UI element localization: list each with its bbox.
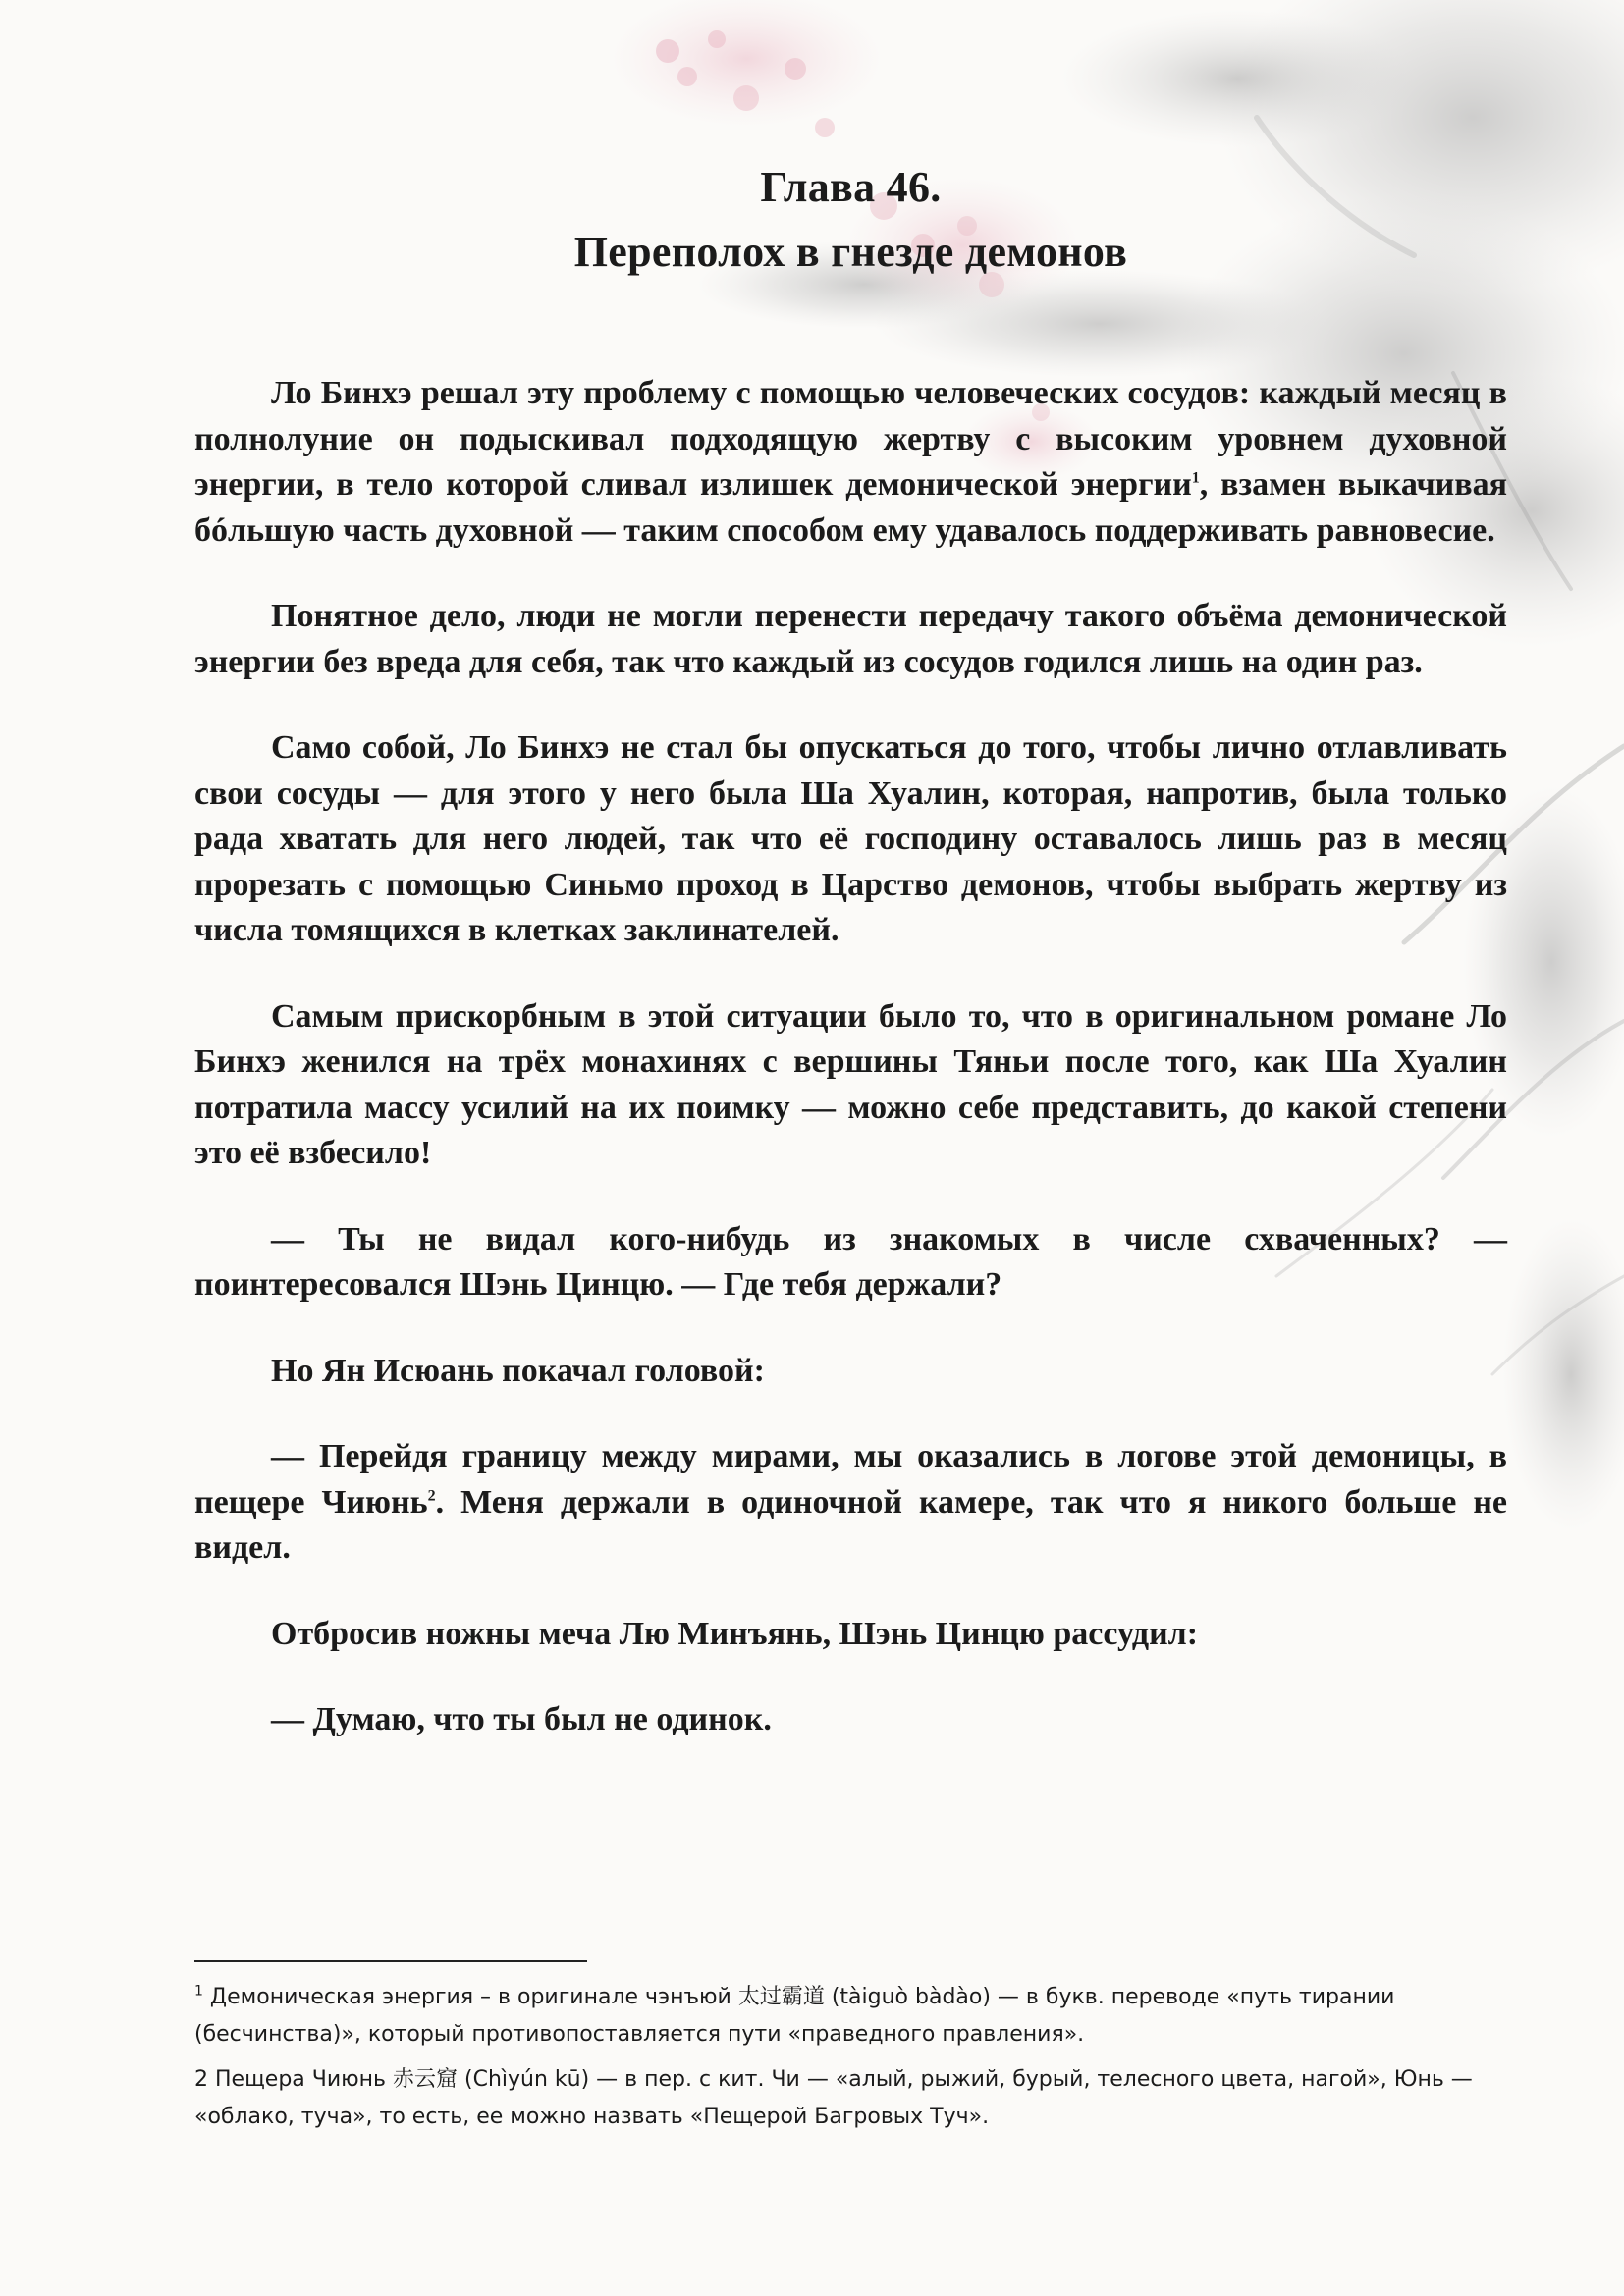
footnote-2 — [194, 2061, 1507, 2136]
paragraph: — Ты не видал кого-нибудь из знакомых в числе схваченных? — поинтересовался Шэнь Цинцю. — Где тебя держали? — [194, 1220, 1507, 1303]
paragraph-text: — Перейдя границу между мирами, мы оказались в логове этой демоницы, в пещере Чиюнь — [194, 1438, 1507, 1521]
paragraph: Самым прискорбным в этой ситуации было то, что в оригинальном романе Ло Бинхэ женился на трёх монахинях с вершины Тяньи после того, как Ша Хуалин потратила массу усилий на их поимку — можно себе представить, до какой степени это её взбесило! — [194, 997, 1507, 1171]
document-page — [194, 0, 1507, 2296]
paragraph-text: . Меня держали в одиночной камере, так что я никого больше не видел. — [194, 1483, 1507, 1566]
paragraph: Понятное дело, люди не могли перенести передачу такого объёма демонической энергии без вреда для себя, так что каждый из сосудов годился лишь на один раз. — [194, 598, 1507, 680]
footnote-reference[interactable]: 1 — [1191, 469, 1200, 487]
footnote-reference[interactable]: 2 — [427, 1487, 436, 1505]
paragraph — [194, 1434, 1507, 1572]
paragraph: — Думаю, что ты был не одинок. — [271, 1701, 772, 1737]
chapter-title: Переполох в гнезде демонов — [573, 228, 1128, 276]
footnote-text: 2 Пещера Чиюнь 赤云窟 (Chìyún kū) — в пер. с кит. Чи — «алый, рыжий, бурый, телесного цвета, нагой», Юнь — «облако, туча», то есть, ее можно назвать «Пещерой Багровых Туч». — [194, 2067, 1473, 2129]
paragraph: Само собой, Ло Бинхэ не стал бы опускаться до того, чтобы лично отлавливать свои сосуды — для этого у него была Ша Хуалин, которая, напротив, была только рада хватать для него людей, так что её господину оставалось лишь раз в месяц прорезать с помощью Синьмо проход в Царство демонов, чтобы выбрать жертву из числа томящихся в клетках заклинателей. — [194, 729, 1507, 948]
paragraph: Но Ян Исюань покачал головой: — [271, 1352, 765, 1389]
paragraph-text: Ло Бинхэ решал эту проблему с помощью человеческих сосудов: каждый месяц в полнолуние он подыскивал подходящую жертву с высоким уровнем духовной энергии, в тело которой сливал излишек демонической энергии — [194, 375, 1507, 503]
chapter-body — [194, 371, 1507, 1784]
footnote-marker: 1 — [194, 1983, 203, 2000]
paragraph — [194, 371, 1507, 554]
chapter-number: Глава 46. — [760, 163, 942, 211]
footnote-divider — [194, 1960, 587, 1962]
chapter-heading — [194, 155, 1507, 285]
footnote-1 — [194, 1979, 1507, 2054]
footnotes — [194, 1979, 1507, 2144]
paragraph: Отбросив ножны меча Лю Минъянь, Шэнь Цинцю рассудил: — [271, 1615, 1199, 1652]
paragraph-text: , взамен выкачивая бóльшую часть духовной — таким способом ему удавалось поддерживать равновесие. — [194, 466, 1507, 549]
footnote-text: Демоническая энергия – в оригинале чэнъюй 太过霸道 (tàiguò bàdào) — в букв. переводе «путь тирании (бесчинства)», который противопоставляется пути «праведного правления». — [194, 1985, 1395, 2047]
